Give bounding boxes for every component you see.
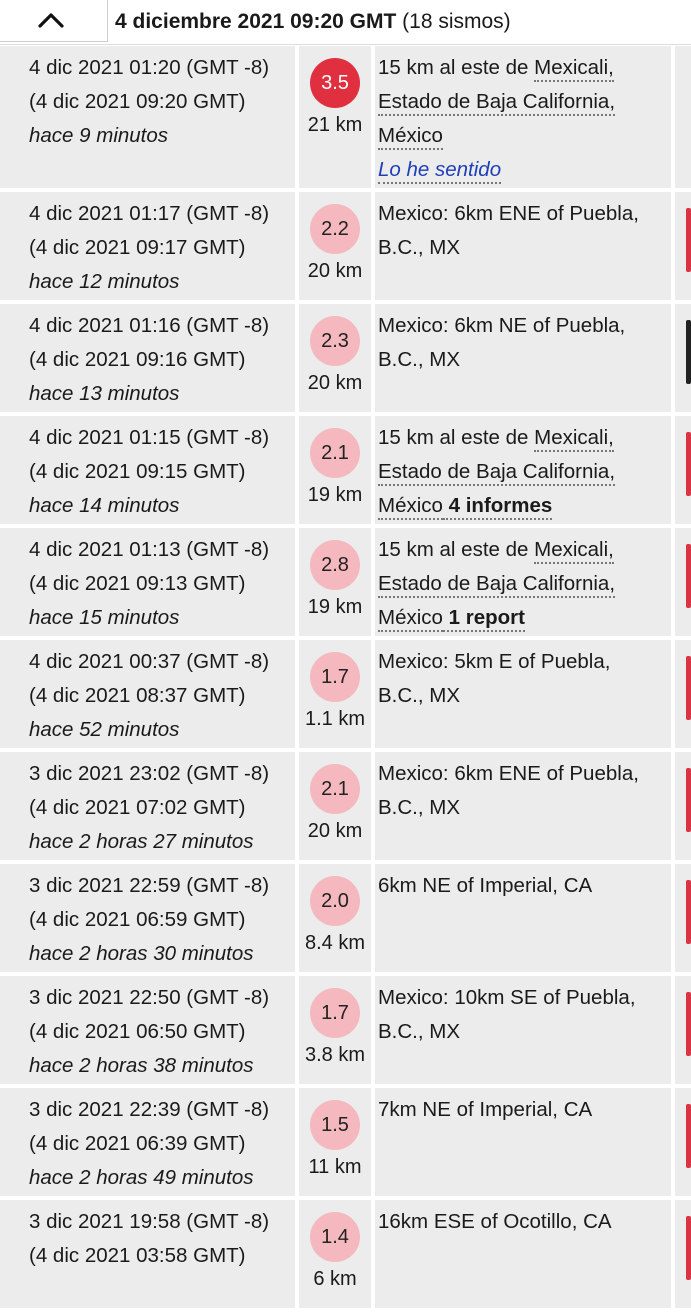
gmt-time: (4 dic 2021 07:02 GMT) — [29, 796, 246, 819]
location-line: 16km ESE of Ocotillo, CA — [378, 1210, 612, 1233]
location-line — [378, 538, 614, 562]
location-line: 7km NE of Imperial, CA — [378, 1098, 593, 1121]
depth: 19 km — [307, 596, 363, 618]
location-line — [378, 56, 614, 80]
row-indicator — [686, 656, 691, 720]
time-cell — [0, 304, 295, 412]
magnitude-badge: 1.5 — [310, 1100, 360, 1150]
location-line — [378, 572, 615, 596]
depth: 21 km — [307, 114, 363, 136]
time-cell — [0, 46, 295, 188]
location-cell — [375, 192, 671, 300]
time-cell — [0, 1200, 295, 1308]
location-line — [378, 426, 614, 450]
magnitude-badge: 2.2 — [310, 204, 360, 254]
time-cell — [0, 1088, 295, 1196]
location-line: B.C., MX — [378, 236, 461, 259]
gmt-time: (4 dic 2021 09:20 GMT) — [29, 90, 246, 113]
earthquake-row[interactable] — [0, 416, 691, 524]
local-time: 3 dic 2021 22:59 (GMT -8) — [29, 874, 270, 897]
earthquake-row[interactable] — [0, 1200, 691, 1308]
magnitude-cell — [299, 976, 371, 1084]
location-cell — [375, 46, 671, 188]
earthquake-row[interactable] — [0, 752, 691, 860]
header-date: 4 diciembre 2021 09:20 GMT — [115, 10, 397, 33]
row-indicator — [686, 768, 691, 832]
collapse-button[interactable] — [0, 0, 108, 42]
location-cell — [375, 864, 671, 972]
row-indicator — [686, 1216, 691, 1280]
location-text: 15 km al este de — [378, 426, 535, 449]
row-indicator — [686, 880, 691, 944]
local-time: 3 dic 2021 22:39 (GMT -8) — [29, 1098, 270, 1121]
gmt-time: (4 dic 2021 09:13 GMT) — [29, 572, 246, 595]
gmt-time: (4 dic 2021 09:17 GMT) — [29, 236, 246, 259]
magnitude-cell — [299, 528, 371, 636]
gmt-time: (4 dic 2021 06:50 GMT) — [29, 1020, 246, 1043]
location-cell — [375, 752, 671, 860]
local-time: 3 dic 2021 23:02 (GMT -8) — [29, 762, 270, 785]
row-edge — [675, 864, 691, 972]
time-cell — [0, 640, 295, 748]
magnitude-cell — [299, 192, 371, 300]
depth: 11 km — [308, 1156, 362, 1178]
location-cell — [375, 1088, 671, 1196]
magnitude-cell — [299, 752, 371, 860]
region-link[interactable]: Estado de Baja California, — [378, 460, 615, 486]
magnitude-badge: 2.0 — [310, 876, 360, 926]
row-indicator — [686, 992, 691, 1056]
depth: 1.1 km — [304, 708, 366, 730]
time-ago: hace 12 minutos — [29, 270, 180, 293]
depth: 20 km — [307, 820, 363, 842]
country-link[interactable]: México — [378, 124, 443, 150]
earthquake-row[interactable] — [0, 528, 691, 636]
magnitude-badge: 3.5 — [310, 58, 360, 108]
row-indicator — [686, 1104, 691, 1168]
earthquake-row[interactable] — [0, 46, 691, 188]
row-edge — [675, 304, 691, 412]
magnitude-badge: 2.8 — [310, 540, 360, 590]
location-line: Mexico: 10km SE of Puebla, — [378, 986, 636, 1009]
time-cell — [0, 976, 295, 1084]
row-edge — [675, 416, 691, 524]
local-time: 4 dic 2021 00:37 (GMT -8) — [29, 650, 270, 673]
header-count: (18 sismos) — [402, 10, 511, 33]
magnitude-cell — [299, 1200, 371, 1308]
magnitude-badge: 1.7 — [310, 652, 360, 702]
location-line: B.C., MX — [378, 348, 461, 371]
local-time: 4 dic 2021 01:16 (GMT -8) — [29, 314, 270, 337]
time-cell — [0, 752, 295, 860]
magnitude-cell — [299, 416, 371, 524]
earthquake-row[interactable] — [0, 304, 691, 412]
depth: 3.8 km — [304, 1044, 366, 1066]
magnitude-cell — [299, 1088, 371, 1196]
time-cell — [0, 416, 295, 524]
time-ago: hace 15 minutos — [29, 606, 180, 629]
time-ago: hace 52 minutos — [29, 718, 180, 741]
earthquake-row[interactable] — [0, 1088, 691, 1196]
reports-link[interactable]: 1 report — [443, 606, 525, 632]
magnitude-badge: 1.7 — [310, 988, 360, 1038]
location-text: 15 km al este de — [378, 56, 535, 79]
depth: 20 km — [307, 260, 363, 282]
time-ago: hace 2 horas 49 minutos — [29, 1166, 254, 1189]
header-title — [115, 10, 511, 34]
location-cell — [375, 304, 671, 412]
local-time: 4 dic 2021 01:13 (GMT -8) — [29, 538, 270, 561]
gmt-time: (4 dic 2021 06:39 GMT) — [29, 1132, 246, 1155]
earthquake-row[interactable] — [0, 864, 691, 972]
time-ago: hace 2 horas 30 minutos — [29, 942, 254, 965]
magnitude-cell — [299, 304, 371, 412]
time-cell — [0, 528, 295, 636]
row-indicator — [686, 544, 691, 608]
location-line — [378, 124, 443, 148]
city-link[interactable]: Mexicali, — [534, 538, 614, 564]
earthquake-row[interactable] — [0, 192, 691, 300]
location-cell — [375, 416, 671, 524]
region-link[interactable]: Estado de Baja California, — [378, 90, 615, 116]
country-link[interactable]: México — [378, 494, 443, 520]
row-edge — [675, 976, 691, 1084]
gmt-time: (4 dic 2021 03:58 GMT) — [29, 1244, 246, 1267]
city-link[interactable]: Mexicali, — [534, 426, 614, 452]
local-time: 4 dic 2021 01:20 (GMT -8) — [29, 56, 270, 79]
location-line: B.C., MX — [378, 684, 461, 707]
chevron-up-icon — [36, 10, 66, 30]
row-indicator — [686, 432, 691, 496]
location-line — [378, 158, 501, 182]
time-cell — [0, 192, 295, 300]
location-line — [378, 494, 552, 518]
gmt-time: (4 dic 2021 08:37 GMT) — [29, 684, 246, 707]
row-edge — [675, 1088, 691, 1196]
earthquake-row[interactable] — [0, 976, 691, 1084]
magnitude-cell — [299, 46, 371, 188]
location-cell — [375, 976, 671, 1084]
depth: 20 km — [307, 372, 363, 394]
location-cell — [375, 1200, 671, 1308]
gmt-time: (4 dic 2021 09:15 GMT) — [29, 460, 246, 483]
earthquake-row[interactable] — [0, 640, 691, 748]
felt-it-link[interactable]: Lo he sentido — [378, 158, 501, 184]
gmt-time: (4 dic 2021 06:59 GMT) — [29, 908, 246, 931]
time-ago: hace 2 horas 38 minutos — [29, 1054, 254, 1077]
earthquake-list — [0, 46, 691, 1312]
local-time: 4 dic 2021 01:15 (GMT -8) — [29, 426, 270, 449]
location-line: B.C., MX — [378, 1020, 461, 1043]
row-edge — [675, 1200, 691, 1308]
location-line: 6km NE of Imperial, CA — [378, 874, 593, 897]
location-cell — [375, 640, 671, 748]
location-line: B.C., MX — [378, 796, 461, 819]
depth: 8.4 km — [304, 932, 366, 954]
location-line: Mexico: 6km NE of Puebla, — [378, 314, 626, 337]
magnitude-badge: 1.4 — [310, 1212, 360, 1262]
row-indicator — [686, 208, 691, 272]
magnitude-cell — [299, 864, 371, 972]
time-ago: hace 14 minutos — [29, 494, 180, 517]
local-time: 4 dic 2021 01:17 (GMT -8) — [29, 202, 270, 225]
depth: 6 km — [313, 1268, 357, 1290]
depth: 19 km — [307, 484, 363, 506]
location-line — [378, 90, 615, 114]
time-cell — [0, 864, 295, 972]
gmt-time: (4 dic 2021 09:16 GMT) — [29, 348, 246, 371]
time-ago: hace 2 horas 27 minutos — [29, 830, 254, 853]
location-text: 15 km al este de — [378, 538, 535, 561]
location-cell — [375, 528, 671, 636]
location-line — [378, 460, 615, 484]
region-link[interactable]: Estado de Baja California, — [378, 572, 615, 598]
row-edge — [675, 752, 691, 860]
row-edge — [675, 640, 691, 748]
row-edge — [675, 528, 691, 636]
magnitude-badge: 2.1 — [310, 428, 360, 478]
city-link[interactable]: Mexicali, — [534, 56, 614, 82]
location-line — [378, 606, 525, 630]
row-edge — [675, 46, 691, 188]
location-line: Mexico: 6km ENE of Puebla, — [378, 202, 639, 225]
location-line: Mexico: 6km ENE of Puebla, — [378, 762, 639, 785]
reports-link[interactable]: 4 informes — [443, 494, 552, 520]
time-ago: hace 9 minutos — [29, 124, 169, 147]
local-time: 3 dic 2021 22:50 (GMT -8) — [29, 986, 270, 1009]
time-ago: hace 13 minutos — [29, 382, 180, 405]
row-indicator — [686, 320, 691, 384]
location-line: Mexico: 5km E of Puebla, — [378, 650, 611, 673]
magnitude-badge: 2.3 — [310, 316, 360, 366]
magnitude-badge: 2.1 — [310, 764, 360, 814]
local-time: 3 dic 2021 19:58 (GMT -8) — [29, 1210, 270, 1233]
magnitude-cell — [299, 640, 371, 748]
row-edge — [675, 192, 691, 300]
country-link[interactable]: México — [378, 606, 443, 632]
list-header — [0, 0, 691, 45]
